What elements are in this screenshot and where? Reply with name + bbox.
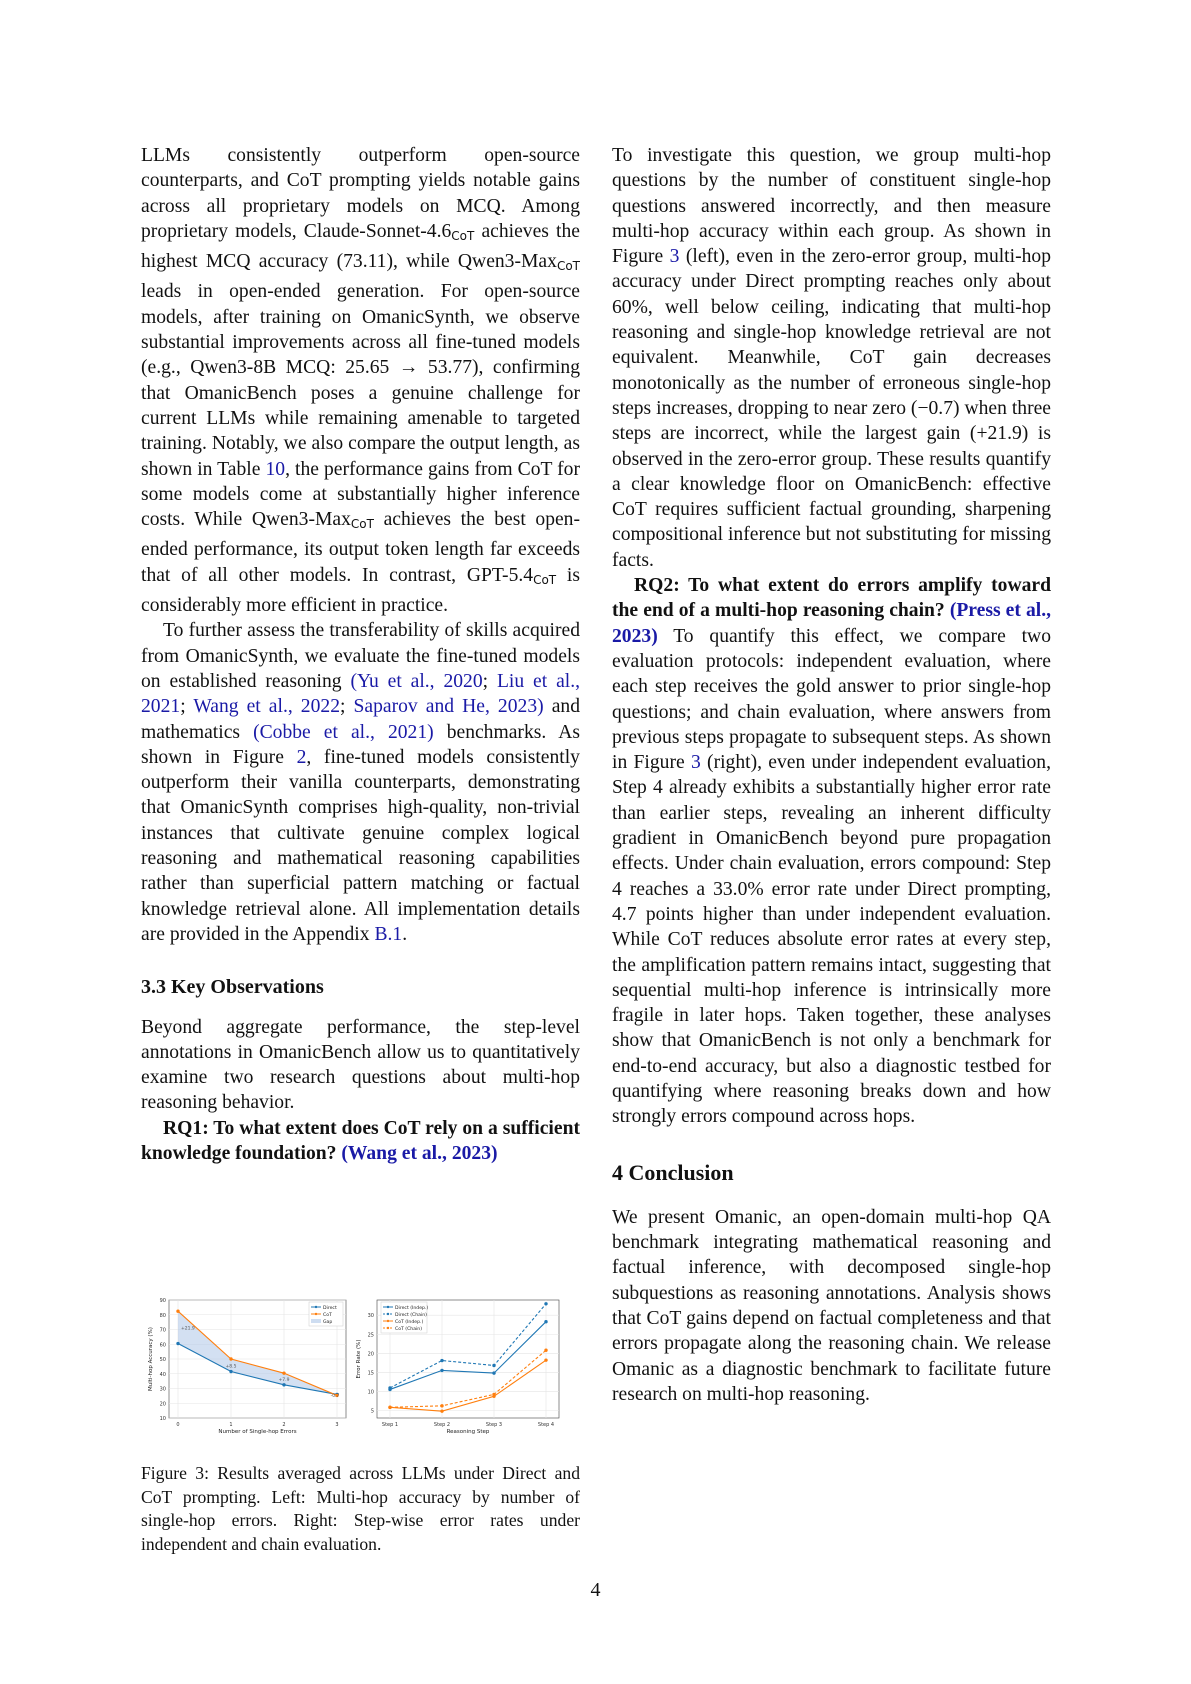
paragraph: To further assess the transferability of skills acquired from OmanicSynth, we evaluate the fine-tuned models on established reasoning (Yu et al., 2020; Liu et al., 2021; Wang et al., 2022; Saparov and He, 2023) and mathematics (Cobbe et al., 2021) benchmarks. As shown in Figure 2, fine-tuned models consistently outperform their vanilla counterparts, demonstrating that OmanicSynth comprises high-quality, non-trivial instances that cultivate genuine complex logical reasoning and mathematical reasoning capabilities rather than superficial pattern matching or factual knowledge retrieval alone. All implementation details are provided in the Appendix B.1. <box>141 620 581 945</box>
legend-label: CoT (Chain) <box>395 1327 422 1332</box>
data-point <box>492 1371 495 1374</box>
data-point <box>229 1357 232 1360</box>
y-axis-label: Error Rate (%) <box>356 1339 362 1379</box>
x-tick-label: 2 <box>282 1422 286 1428</box>
data-point <box>176 1342 179 1345</box>
citation-link[interactable]: Wang et al., 2022 <box>193 696 340 718</box>
citation-link[interactable]: (Press et al., 2023) <box>612 600 1051 647</box>
section-heading: 3.3 Key Observations <box>141 976 324 999</box>
legend-marker <box>315 1313 317 1315</box>
y-tick-label: 40 <box>159 1371 166 1378</box>
legend-label: Gap <box>323 1320 333 1325</box>
citation-link[interactable]: (Wang et al., 2023) <box>341 1142 498 1164</box>
citation-link[interactable]: Saparov and He, 2023) <box>353 696 544 718</box>
y-tick-label: 90 <box>159 1298 166 1304</box>
paragraph: We present Omanic, an open-domain multi-hop QA benchmark integrating mathematical reasoning and factual inference, with decomposed single-hop subquestions as reasoning annotations. Analysis shows that CoT gains depend on factual completeness and that errors propagate along the reasoning chain. We release Omanic as a diagnostic benchmark to facilitate future research on multi-hop reasoning. <box>612 1206 1051 1405</box>
legend-label: CoT (Indep.) <box>395 1320 424 1325</box>
legend-label: CoT <box>323 1313 332 1318</box>
paragraph: Beyond aggregate performance, the step-level annotations in OmanicBench allow us to quantitatively examine two research questions about multi-hop reasoning behavior. <box>141 1016 580 1114</box>
y-tick-label: 80 <box>159 1312 166 1319</box>
legend-marker <box>315 1306 317 1308</box>
y-tick-label: 30 <box>159 1386 166 1393</box>
gap-annotation: +7.9 <box>278 1377 290 1383</box>
x-tick-label: Step 4 <box>537 1422 555 1428</box>
y-tick-label: 15 <box>367 1370 374 1377</box>
legend-marker <box>387 1313 389 1315</box>
x-tick-label: Step 3 <box>485 1422 503 1428</box>
left-column <box>141 143 580 1166</box>
table-ref-link[interactable]: 10 <box>265 458 286 480</box>
x-tick-label: Step 2 <box>433 1422 451 1428</box>
gap-annotation: +8.5 <box>225 1364 237 1370</box>
legend-label: Direct (Indep.) <box>395 1306 429 1311</box>
data-point <box>544 1358 547 1361</box>
legend-marker <box>387 1327 389 1329</box>
y-tick-label: 20 <box>367 1351 374 1358</box>
x-axis-label: Reasoning Step <box>446 1429 490 1435</box>
data-point <box>388 1406 391 1409</box>
section-heading: 4 Conclusion <box>612 1159 734 1185</box>
data-point <box>544 1349 547 1352</box>
figure-charts <box>141 1292 580 1437</box>
citation-link[interactable]: (Cobbe et al., 2021) <box>253 721 434 743</box>
paragraph: To investigate this question, we group multi-hop questions by the number of constituent single-hop questions answered incorrectly, and then measure multi-hop accuracy within each group. As shown in Figure 3 (left), even in the zero-error group, multi-hop accuracy under Direct prompting reaches only about 60%, well below ceiling, indicating that multi-hop reasoning and single-hop knowledge retrieval are not equivalent. Meanwhile, CoT gain decreases monotonically as the number of erroneous single-hop steps increases, dropping to near zero (−0.7) when three steps are incorrect, while the largest gain (+21.9) is observed in the zero-error group. These results quantify a clear knowledge floor on OmanicBench: effective CoT requires sufficient factual grounding, sharpening compositional inference but not substituting for missing facts. <box>612 145 1051 571</box>
data-point <box>544 1320 547 1323</box>
figure-caption: Figure 3: Results averaged across LLMs under Direct and CoT prompting. Left: Multi-hop accuracy by number of single-hop errors. Right: Step-wise error rates under independent and chain evaluation. <box>141 1463 580 1554</box>
y-tick-label: 25 <box>367 1332 374 1339</box>
data-point <box>388 1386 391 1389</box>
y-tick-label: 30 <box>367 1313 374 1320</box>
paragraph: LLMs consistently outperform open-source counterparts, and CoT prompting yields notable gains across all proprietary models on MCQ. Among proprietary models, Claude-$Sonnet-4.6_{CoT}$ achieves the highest MCQ accuracy (73.11), while Qwen3-Max$_{CoT}$ leads in open-ended generation. For open-source models, after training on OmanicSynth, we observe substantial improvements across all fine-tuned models (e.g., Qwen3-8B MCQ: 25.65 → 53.77), confirming that OmanicBench poses a genuine challenge for current LLMs while remaining amenable to targeted training. Notably, we also compare the output length, as shown in Table 10, the performance gains from CoT for some models come at substantially higher inference costs. While Qwen3-Max$_{CoT}$ achieves the best open-ended performance, its output token length far exceeds that of all other models. In contrast, GPT-$5.4_{CoT}$ is considerably more efficient in practice. <box>141 145 581 617</box>
data-point <box>440 1409 443 1412</box>
figure-ref-link[interactable]: 3 <box>669 246 680 268</box>
x-tick-label: Step 1 <box>381 1422 399 1428</box>
gap-annotation: -0.7 <box>330 1393 340 1399</box>
data-point <box>440 1404 443 1407</box>
data-point <box>282 1383 285 1386</box>
data-point <box>492 1393 495 1396</box>
y-tick-label: 5 <box>370 1408 374 1415</box>
data-point <box>282 1371 285 1374</box>
x-tick-label: 1 <box>229 1422 233 1428</box>
figure-ref-link[interactable]: 2 <box>296 746 307 768</box>
data-point <box>229 1370 232 1373</box>
legend-marker <box>387 1306 389 1308</box>
y-tick-label: 20 <box>159 1401 166 1408</box>
citation-link[interactable]: (Yu et al., 2020 <box>350 670 483 692</box>
data-point <box>492 1364 495 1367</box>
data-point <box>440 1369 443 1372</box>
x-tick-label: 0 <box>176 1422 180 1428</box>
research-question: RQ1: To what extent does CoT rely on a sufficient knowledge foundation? (Wang et al., 2023) <box>141 1117 580 1164</box>
data-point <box>544 1302 547 1305</box>
y-tick-label: 10 <box>367 1389 374 1396</box>
x-axis-label: Number of Single-hop Errors <box>218 1429 297 1435</box>
y-tick-label: 50 <box>159 1357 166 1363</box>
data-point <box>440 1359 443 1362</box>
legend-marker <box>387 1320 389 1322</box>
x-tick-label: 3 <box>335 1422 339 1428</box>
page-number: 4 <box>590 1579 601 1601</box>
y-tick-label: 60 <box>159 1342 166 1349</box>
y-tick-label: 10 <box>159 1416 166 1422</box>
appendix-ref-link[interactable]: B.1 <box>374 923 403 945</box>
figure-3 <box>141 1292 580 1437</box>
paragraph: RQ2: To what extent do errors amplify toward the end of a multi-hop reasoning chain? (Press et al., 2023) To quantify this effect, we compare two evaluation protocols: independent evaluation, where each step receives the gold answer to prior single-hop questions; and chain evaluation, where answers from previous steps propagate to subsequent steps. As shown in Figure 3 (right), even under independent evaluation, Step 4 already exhibits a substantially higher error rate than earlier steps, revealing an inherent difficulty gradient in OmanicBench beyond pure propagation effects. Under chain evaluation, errors compound: Step 4 reaches a 33.0% error rate under Direct prompting, 4.7 points higher than under independent evaluation. While CoT reduces absolute error rates at every step, the amplification pattern remains intact, suggesting that sequential multi-hop inference is intrinsically more fragile in later hops. Taken together, these analyses show that OmanicBench is not only a benchmark for end-to-end accuracy, but also a diagnostic testbed for quantifying where reasoning breaks down and how strongly errors compound across hops. <box>612 575 1051 1128</box>
legend-label: Direct (Chain) <box>395 1313 427 1318</box>
gap-annotation: +21.9 <box>181 1326 195 1332</box>
citation-link[interactable]: Liu et al., 2021 <box>141 670 581 718</box>
right-column <box>612 143 1051 1407</box>
legend-swatch <box>311 1319 321 1323</box>
legend-label: Direct <box>323 1306 337 1311</box>
y-tick-label: 70 <box>159 1327 166 1334</box>
y-axis-label: Multi-hop Accuracy (%) <box>148 1327 154 1391</box>
figure-ref-link[interactable]: 3 <box>690 752 701 774</box>
data-point <box>176 1310 179 1313</box>
